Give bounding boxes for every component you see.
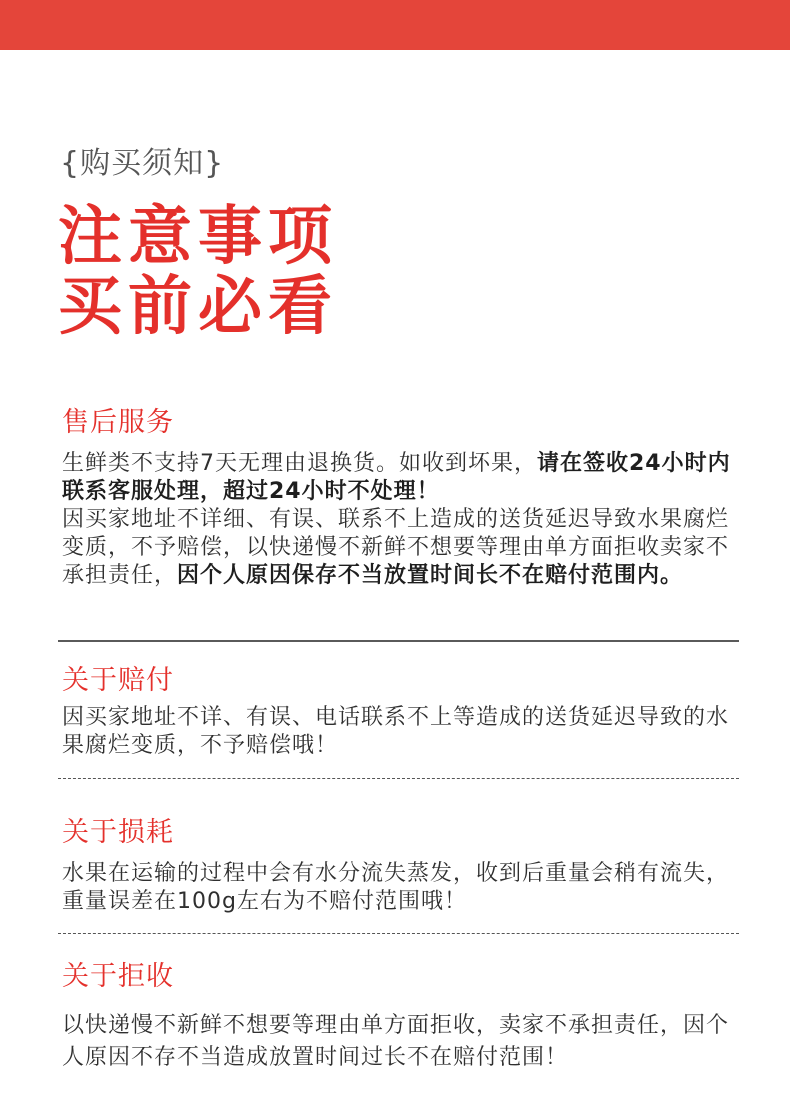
section-title: 售后服务 (62, 407, 174, 438)
section-body: 以快递慢不新鲜不想要等理由单方面拒收，卖家不承担责任，因个人原因不存不当造成放置时间过长不在赔付范围！ (62, 1013, 730, 1070)
section-title: 关于损耗 (62, 817, 174, 848)
section-body (62, 450, 738, 590)
section-body: 因买家地址不详、有误、电话联系不上等造成的送货延迟导致的水果腐烂变质，不予赔偿哦！ (62, 705, 730, 758)
body-text: 因买家地址不详细、有误、联系不上造成的送货延迟导致水果腐烂变质，不予赔偿，以快递慢不新鲜不想要等理由单方面拒收卖家不承担责任， (62, 507, 730, 588)
section-compensation (62, 664, 738, 760)
headline-line-1: 注意事项 (58, 200, 338, 274)
body-text-bold: 请在签收24小时内联系客服处理，超过24小时不处理！ (62, 451, 731, 504)
section-body: 水果在运输的过程中会有水分流失蒸发，收到后重量会稍有流失，重量误差在100g左右为不赔付范围哦！ (62, 861, 730, 914)
body-text: 生鲜类不支持7天无理由退换货。如收到坏果， (62, 451, 537, 476)
notice-subtitle: {购买须知} (60, 146, 225, 181)
section-divider-dashed (58, 933, 739, 934)
body-text-bold: 因个人原因保存不当放置时间长不在赔付范围内。 (177, 563, 684, 588)
section-refusal (62, 960, 738, 1074)
section-title: 关于拒收 (62, 961, 174, 992)
section-title: 关于赔付 (62, 665, 174, 696)
section-after-sales (62, 406, 738, 590)
top-banner-bar (0, 0, 790, 50)
section-divider (58, 640, 739, 642)
section-weight-loss (62, 816, 738, 916)
headline-line-2: 买前必看 (58, 270, 338, 344)
section-divider-dashed (58, 778, 739, 779)
